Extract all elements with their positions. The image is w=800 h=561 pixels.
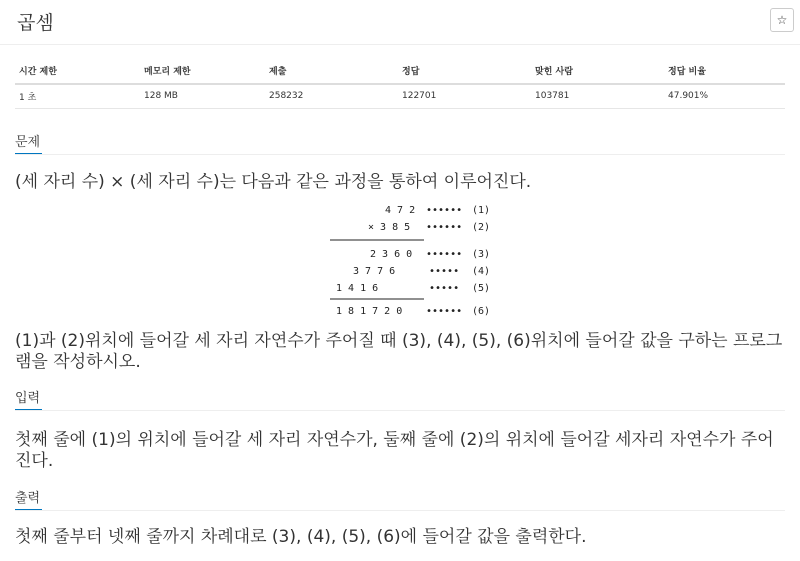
time-limit-value: 1 초	[15, 84, 140, 108]
output-text: 첫째 줄부터 넷째 줄까지 차례대로 (3), (4), (5), (6)에 들어갈 값을 출력한다.	[15, 527, 587, 547]
diagram-digits-2: × 3 8 5	[368, 222, 411, 233]
table-header-row	[15, 58, 785, 84]
diagram-label-3: (3)	[472, 249, 491, 260]
diagram-digits-6: 1 8 1 7 2 0	[336, 306, 403, 317]
table-row	[15, 84, 785, 108]
diagram-label-6: (6)	[472, 306, 491, 317]
section-heading-input: 입력	[15, 391, 41, 406]
description-text: (세 자리 수) × (세 자리 수)는 다음과 같은 과정을 통하여 이루어진다.	[15, 172, 532, 192]
header-memory-limit: 메모리 제한	[140, 58, 265, 84]
header-accept-ratio: 정답 비율	[664, 58, 785, 84]
title-divider	[0, 44, 800, 45]
problem-header	[0, 0, 800, 44]
header-submissions: 제출	[265, 58, 398, 84]
diagram-digits-3: 2 3 6 0	[370, 249, 413, 260]
section-heading-description: 문제	[15, 135, 41, 150]
accept-ratio-value: 47.901%	[664, 84, 785, 108]
submissions-value: 258232	[265, 84, 398, 108]
input-text: 첫째 줄에 (1)의 위치에 들어갈 세 자리 자연수가, 둘째 줄에 (2)의 위치에 들어갈 세자리 자연수가 주어진다.	[15, 430, 774, 471]
diagram-digits-4: 3 7 7 6	[353, 266, 396, 277]
problem-info-table	[15, 58, 785, 109]
page-title: 곱셈	[17, 12, 54, 34]
diagram-dots-5: •••••	[429, 283, 460, 294]
header-time-limit: 시간 제한	[15, 58, 140, 84]
diagram-dots-2: ••••••	[426, 222, 463, 233]
favorite-button[interactable]	[770, 8, 794, 32]
star-icon: ☆	[776, 13, 788, 27]
diagram-label-2: (2)	[472, 222, 491, 233]
diagram-digits-1: 4 7 2	[385, 205, 416, 216]
diagram-dots-3: ••••••	[426, 249, 463, 260]
solvers-value: 103781	[531, 84, 664, 108]
diagram-dots-6: ••••••	[426, 306, 463, 317]
accepted-value: 122701	[398, 84, 531, 108]
section-divider	[15, 154, 785, 155]
diagram-label-5: (5)	[472, 283, 491, 294]
section-divider	[15, 510, 785, 511]
section-heading-output: 출력	[15, 491, 41, 506]
header-solvers: 맞힌 사람	[531, 58, 664, 84]
diagram-label-4: (4)	[472, 266, 491, 277]
section-divider	[15, 410, 785, 411]
multiplication-diagram	[0, 195, 800, 325]
description-text-2: (1)과 (2)위치에 들어갈 세 자리 자연수가 주어질 때 (3), (4), (5), (6)위치에 들어갈 값을 구하는 프로그램을 작성하시오.	[15, 331, 783, 372]
header-accepted: 정답	[398, 58, 531, 84]
diagram-dots-1: ••••••	[426, 205, 463, 216]
memory-limit-value: 128 MB	[140, 84, 265, 108]
diagram-dots-4: •••••	[429, 266, 460, 277]
diagram-label-1: (1)	[472, 205, 491, 216]
diagram-digits-5: 1 4 1 6	[336, 283, 379, 294]
